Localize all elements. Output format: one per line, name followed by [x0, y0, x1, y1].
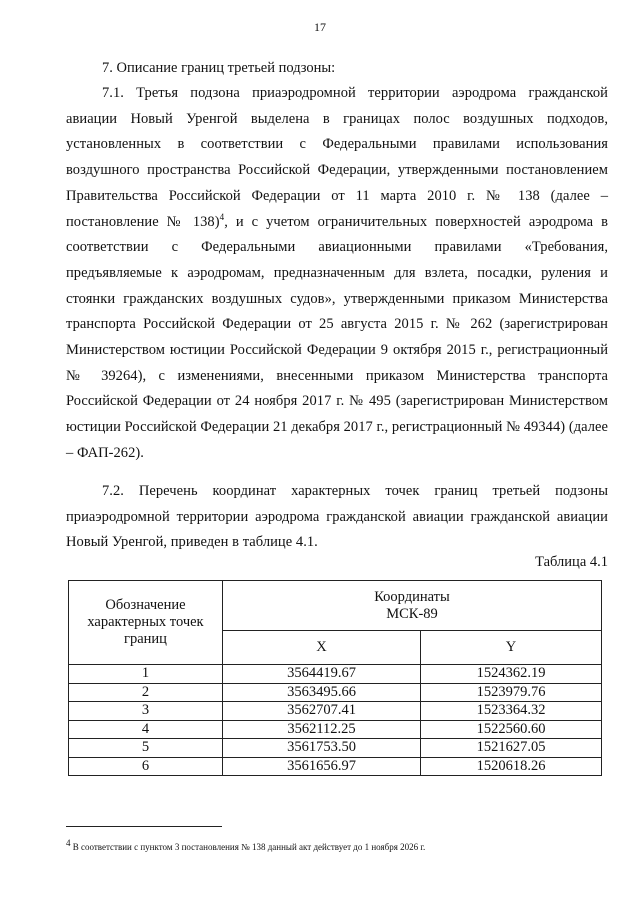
cell-y: 1524362.19 — [421, 665, 602, 684]
cell-x: 3561753.50 — [223, 739, 421, 758]
cell-x: 3562707.41 — [223, 702, 421, 721]
table-row — [69, 720, 602, 739]
header-coordinates — [223, 581, 602, 631]
table-row — [69, 702, 602, 721]
table-row — [69, 665, 602, 684]
table-caption: Таблица 4.1 — [535, 554, 608, 570]
cell-point-id: 4 — [69, 720, 223, 739]
header-point-label: Обозначение характерных точек границ — [69, 581, 223, 665]
table-row — [69, 683, 602, 702]
cell-x: 3562112.25 — [223, 720, 421, 739]
header-coordinates-line2: МСК-89 — [386, 605, 438, 622]
footnote-text: В соответствии с пунктом 3 постановления № 138 данный акт действует до 1 ноября 2026 г. — [72, 842, 426, 852]
header-y: Y — [421, 631, 602, 665]
cell-y: 1523979.76 — [421, 683, 602, 702]
header-coordinates-line1: Координаты — [374, 588, 450, 605]
footnote-mark: 4 — [66, 838, 71, 848]
table-row — [69, 757, 602, 776]
footnote-separator — [66, 826, 222, 827]
table-row — [69, 739, 602, 758]
cell-y: 1523364.32 — [421, 702, 602, 721]
footnote — [66, 838, 426, 852]
footnote-reference[interactable]: 4 — [219, 211, 225, 222]
page-number: 17 — [314, 20, 326, 34]
paragraph-7-1-text-continued: , и с учетом ограничительных поверхностей аэродрома в соответствии с Федеральными авиационными правилами «Требования, предъявляемые к аэродромам, предназначенным для взлета, посадки, руления и стоянки гражданских воздушных судов», утвержденными приказом Министерства транспорта Российской Федерации от 25 августа 2015 г. № 262 (зарегистрирован Министерством юстиции Российской Федерации 9 октября 2015 г., регистрационный № 39264), с изменениями, внесенными приказом Министерства транспорта Российской Федерации от 24 ноября 2017 г. № 495 (зарегистрирован Министерством юстиции Российской Федерации 21 декабря 2017 г., регистрационный № 49344) (далее – ФАП-262). — [66, 213, 608, 461]
paragraph-7-1 — [66, 81, 608, 467]
cell-point-id: 6 — [69, 757, 223, 776]
section-heading: 7. Описание границ третьей подзоны: — [102, 60, 336, 76]
header-x: X — [223, 631, 421, 665]
cell-point-id: 5 — [69, 739, 223, 758]
cell-x: 3564419.67 — [223, 665, 421, 684]
cell-point-id: 2 — [69, 683, 223, 702]
paragraph-7-2: 7.2. Перечень координат характерных точек границ третьей подзоны приаэродромной территории аэродрома гражданской авиации гражданской авиации Новый Уренгой, приведен в таблице 4.1. — [66, 483, 608, 550]
cell-y: 1522560.60 — [421, 720, 602, 739]
cell-x: 3561656.97 — [223, 757, 421, 776]
cell-point-id: 3 — [69, 702, 223, 721]
cell-y: 1520618.26 — [421, 757, 602, 776]
cell-x: 3563495.66 — [223, 683, 421, 702]
cell-y: 1521627.05 — [421, 739, 602, 758]
paragraph-7-1-text: 7.1. Третья подзона приаэродромной территории аэродрома гражданской авиации Новый Уренгой выделена в границах полос воздушных подходов, установленных в соответствии с Федеральными правилами использования воздушного пространства Российской Федерации, утвержденными постановлением Правительства Российской Федерации от 11 марта 2010 г. № 138 (далее – постановление № 138) — [66, 85, 608, 230]
coordinates-table — [68, 580, 602, 776]
cell-point-id: 1 — [69, 665, 223, 684]
